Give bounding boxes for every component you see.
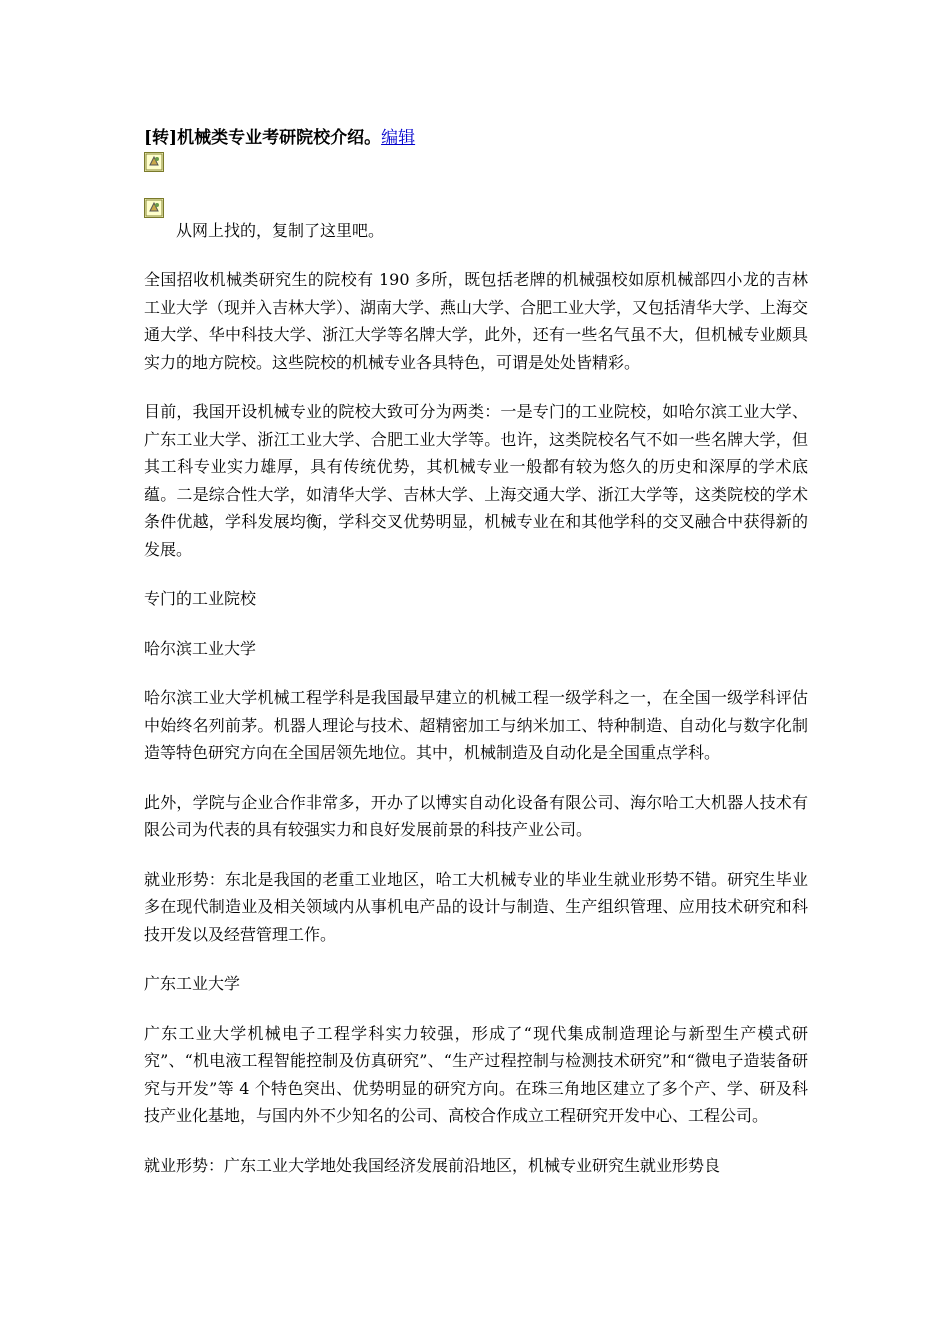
paragraph: 哈尔滨工业大学机械工程学科是我国最早建立的机械工程一级学科之一，在全国一级学科评估中始终名列前茅。机器人理论与技术、超精密加工与纳米加工、特种制造、自动化与数字化制造等特色研究方向在全国居领先地位。其中，机械制造及自动化是全国重点学科。 (144, 688, 808, 762)
paragraph: 就业形势：广东工业大学地处我国经济发展前沿地区，机械专业研究生就业形势良 (144, 1155, 721, 1175)
subsection-heading: 哈尔滨工业大学 (144, 638, 257, 658)
article (144, 124, 808, 1179)
paragraph: 广东工业大学机械电子工程学科实力较强，形成了“现代集成制造理论与新型生产模式研究”、“机电液工程智能控制及仿真研究”、“生产过程控制与检测技术研究”和“微电子造装备研究与开发”等 4 个特色突出、优势明显的研究方向。在珠三角地区建立了多个产、学、研及科技产业化基地，与国内外不少知名的公司、高校合作成立工程研究开发中心、工程公司。 (144, 1023, 808, 1125)
paragraph: 此外，学院与企业合作非常多，开办了以博实自动化设备有限公司、海尔哈工大机器人技术有限公司为代表的具有较强实力和良好发展前景的科技产业公司。 (144, 792, 808, 839)
article-title-line (144, 124, 808, 152)
paragraph: 就业形势：东北是我国的老重工业地区，哈工大机械专业的毕业生就业形势不错。研究生毕业多在现代制造业及相关领域内从事机电产品的设计与制造、生产组织管理、应用技术研究和科技开发以及经营管理工作。 (144, 869, 808, 944)
broken-image-icon (144, 152, 164, 172)
edit-link[interactable]: 编辑 (381, 128, 416, 148)
section-heading: 专门的工业院校 (144, 589, 257, 608)
broken-image-icon (144, 198, 164, 218)
subsection-heading: 广东工业大学 (144, 974, 241, 993)
intro-text: 从网上找的，复制了这里吧。 (176, 221, 385, 240)
paragraph: 目前，我国开设机械专业的院校大致可分为两类：一是专门的工业院校，如哈尔滨工业大学、广东工业大学、浙江工业大学、合肥工业大学等。也许，这类院校名气不如一些名牌大学，但其工科专业实力雄厚，具有传统优势，其机械专业一般都有较为悠久的历史和深厚的学术底蕴。二是综合性大学，如清华大学、吉林大学、上海交通大学、浙江大学等，这类院校的学术条件优越，学科发展均衡，学科交叉优势明显，机械专业在和其他学科的交叉融合中获得新的发展。 (144, 402, 808, 559)
article-title: [转]机械类专业考研院校介绍。 (144, 128, 382, 148)
paragraph: 全国招收机械类研究生的院校有 190 多所，既包括老牌的机械强校如原机械部四小龙的吉林工业大学（现并入吉林大学）、湖南大学、燕山大学、合肥工业大学，又包括清华大学、上海交通大学、华中科技大学、浙江大学等名牌大学，此外，还有一些名气虽不大，但机械专业颇具实力的地方院校。这些院校的机械专业各具特色，可谓是处处皆精彩。 (144, 270, 809, 372)
